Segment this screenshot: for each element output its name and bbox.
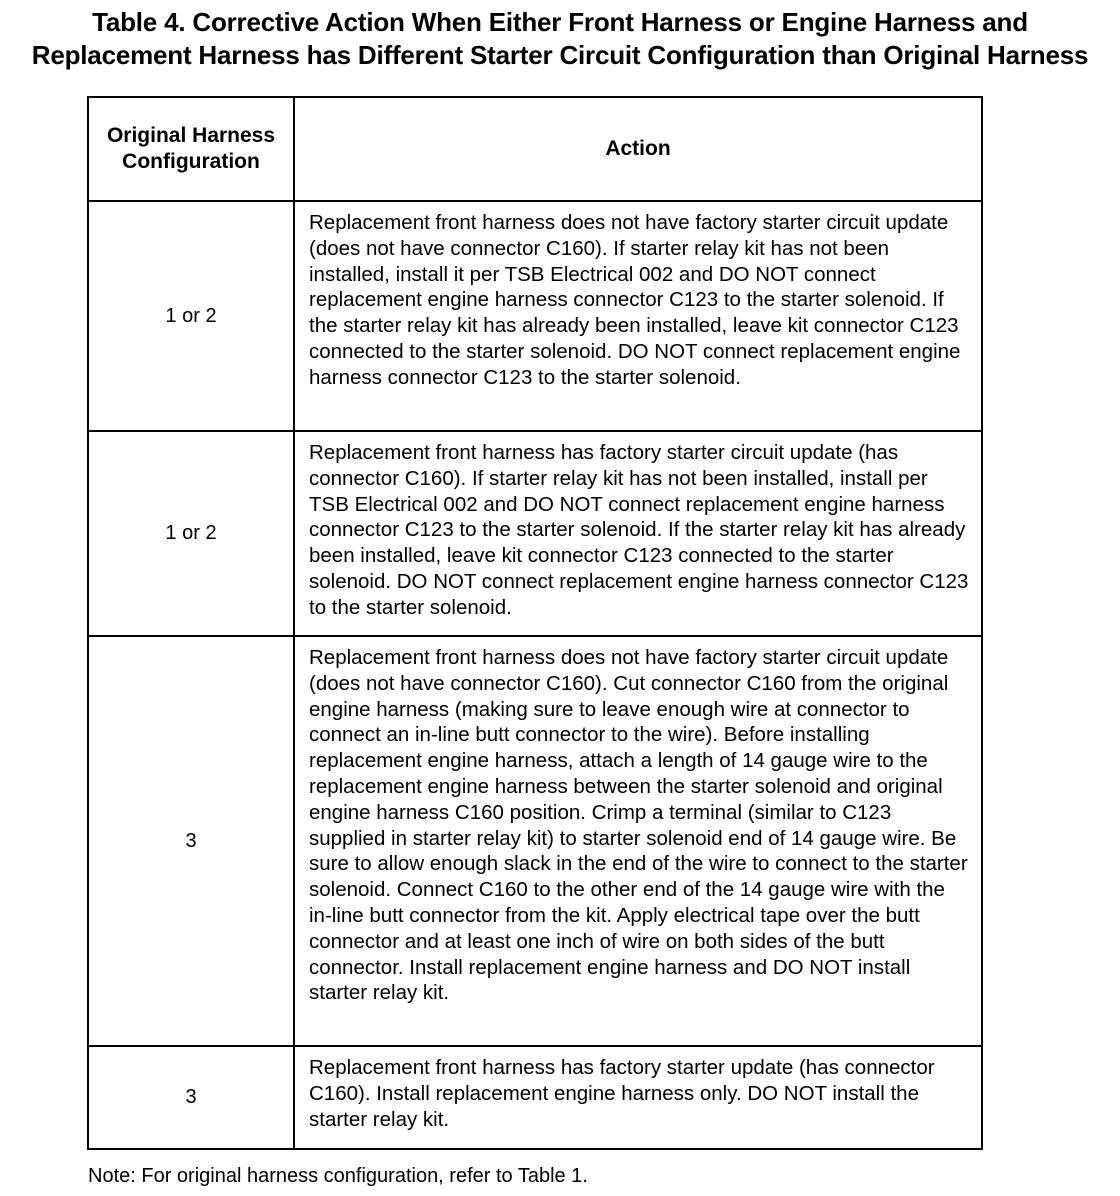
table-title [0, 6, 1120, 72]
table-header-row [88, 97, 982, 201]
table-title-line-1: Table 4. Corrective Action When Either Front Harness or Engine Harness and [92, 7, 1028, 37]
table-row [88, 201, 982, 431]
row-configuration: 1 or 2 [88, 201, 294, 431]
row-configuration: 3 [88, 636, 294, 1046]
header-action: Action [294, 97, 982, 201]
row-action: Replacement front harness does not have factory starter circuit update (does not have connector C160). Cut connector C160 from the original engine harness (making sure to leave enough wire at connector to connect an in-line butt connector to the wire). Before installing replacement engine harness, attach a length of 14 gauge wire to the replacement engine harness between the starter solenoid and original engine harness C160 position. Crimp a terminal (similar to C123 supplied in starter relay kit) to starter solenoid end of 14 gauge wire. Be sure to allow enough slack in the end of the wire to connect to the starter solenoid. Connect C160 to the other end of the 14 gauge wire with the in-line butt connector from the kit. Apply electrical tape over the butt connector and at least one inch of wire on both sides of the butt connector. Install replacement engine harness and DO NOT install starter relay kit. [294, 636, 982, 1046]
table-title-line-2: Replacement Harness has Different Starter Circuit Configuration than Original Harness [31, 40, 1089, 70]
corrective-action-table [87, 96, 983, 1150]
row-action: Replacement front harness does not have factory starter circuit update (does not have connector C160). If starter relay kit has not been installed, install it per TSB Electrical 002 and DO NOT connect replacement engine harness connector C123 to the starter solenoid. If the starter relay kit has already been installed, leave kit connector C123 connected to the starter solenoid. DO NOT connect replacement engine harness connector C123 to the starter solenoid. [294, 201, 982, 431]
table-row [88, 636, 982, 1046]
table-row [88, 1046, 982, 1149]
table-footnote: Note: For original harness configuration, refer to Table 1. [88, 1165, 588, 1187]
row-action: Replacement front harness has factory starter circuit update (has connector C160). If starter relay kit has not been installed, install per TSB Electrical 002 and DO NOT connect replacement engine harness connector C123 to the starter solenoid. If the starter relay kit has already been installed, leave kit connector C123 connected to the starter solenoid. DO NOT connect replacement engine harness connector C123 to the starter solenoid. [294, 431, 982, 636]
header-original-harness-configuration: Original Harness Configuration [88, 97, 294, 201]
row-action: Replacement front harness has factory starter update (has connector C160). Install replacement engine harness only. DO NOT install the starter relay kit. [294, 1046, 982, 1149]
row-configuration: 3 [88, 1046, 294, 1149]
table-row [88, 431, 982, 636]
row-configuration: 1 or 2 [88, 431, 294, 636]
